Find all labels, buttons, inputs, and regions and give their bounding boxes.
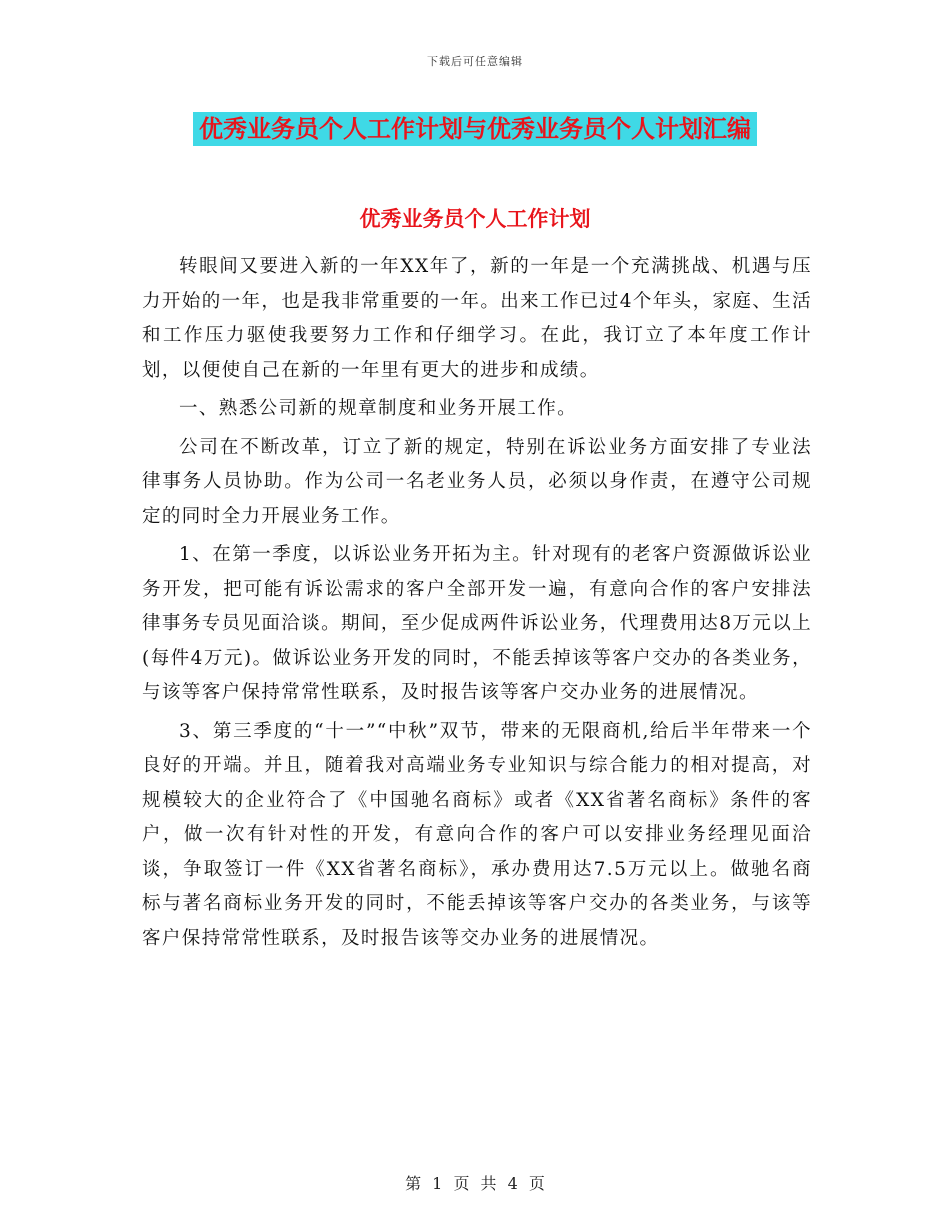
paragraph-heading-one: 一、熟悉公司新的规章制度和业务开展工作。 <box>179 398 578 419</box>
page-header-note: 下载后可任意编辑 <box>427 55 523 68</box>
paragraph-intro: 转眼间又要进入新的一年XX年了，新的一年是一个充满挑战、机遇与压力开始的一年，也是我非常重要的一年。出来工作已过4个年头，家庭、生活和工作压力驱使我要努力工作和仔细学习。在此，我订立了本年度工作计划，以便使自己在新的一年里有更大的进步和成绩。 <box>142 256 812 381</box>
page-number-footer: 第 1 页 共 4 页 <box>405 1174 545 1193</box>
paragraph-company-rules: 公司在不断改革，订立了新的规定，特别在诉讼业务方面安排了专业法律事务人员协助。作为公司一名老业务人员，必须以身作责，在遵守公司规定的同时全力开展业务工作。 <box>142 436 812 527</box>
paragraph-first-quarter: 1、在第一季度，以诉讼业务开拓为主。针对现有的老客户资源做诉讼业务开发，把可能有诉讼需求的客户全部开发一遍，有意向合作的客户安排法律事务专员见面洽谈。期间，至少促成两件诉讼业务，代理费用达8万元以上(每件4万元)。做诉讼业务开发的同时，不能丢掉该等客户交办的各类业务，与该等客户保持常常性联系，及时报告该等客户交办业务的进展情况。 <box>142 544 812 703</box>
section-title: 优秀业务员个人工作计划 <box>359 206 591 231</box>
paragraph-third-quarter: 3、第三季度的“十一”“中秋”双节，带来的无限商机,给后半年带来一个良好的开端。并且，随着我对高端业务专业知识与综合能力的相对提高，对规模较大的企业符合了《中国驰名商标》或者《XX省著名商标》条件的客户，做一次有针对性的开发，有意向合作的客户可以安排业务经理见面洽谈，争取签订一件《XX省著名商标》，承办费用达7.5万元以上。做驰名商标与著名商标业务开发的同时，不能丢掉该等客户交办的各类业务，与该等客户保持常常性联系，及时报告该等交办业务的进展情况。 <box>142 720 812 949</box>
document-title: 优秀业务员个人工作计划与优秀业务员个人计划汇编 <box>193 112 757 146</box>
document-body <box>142 250 812 960</box>
